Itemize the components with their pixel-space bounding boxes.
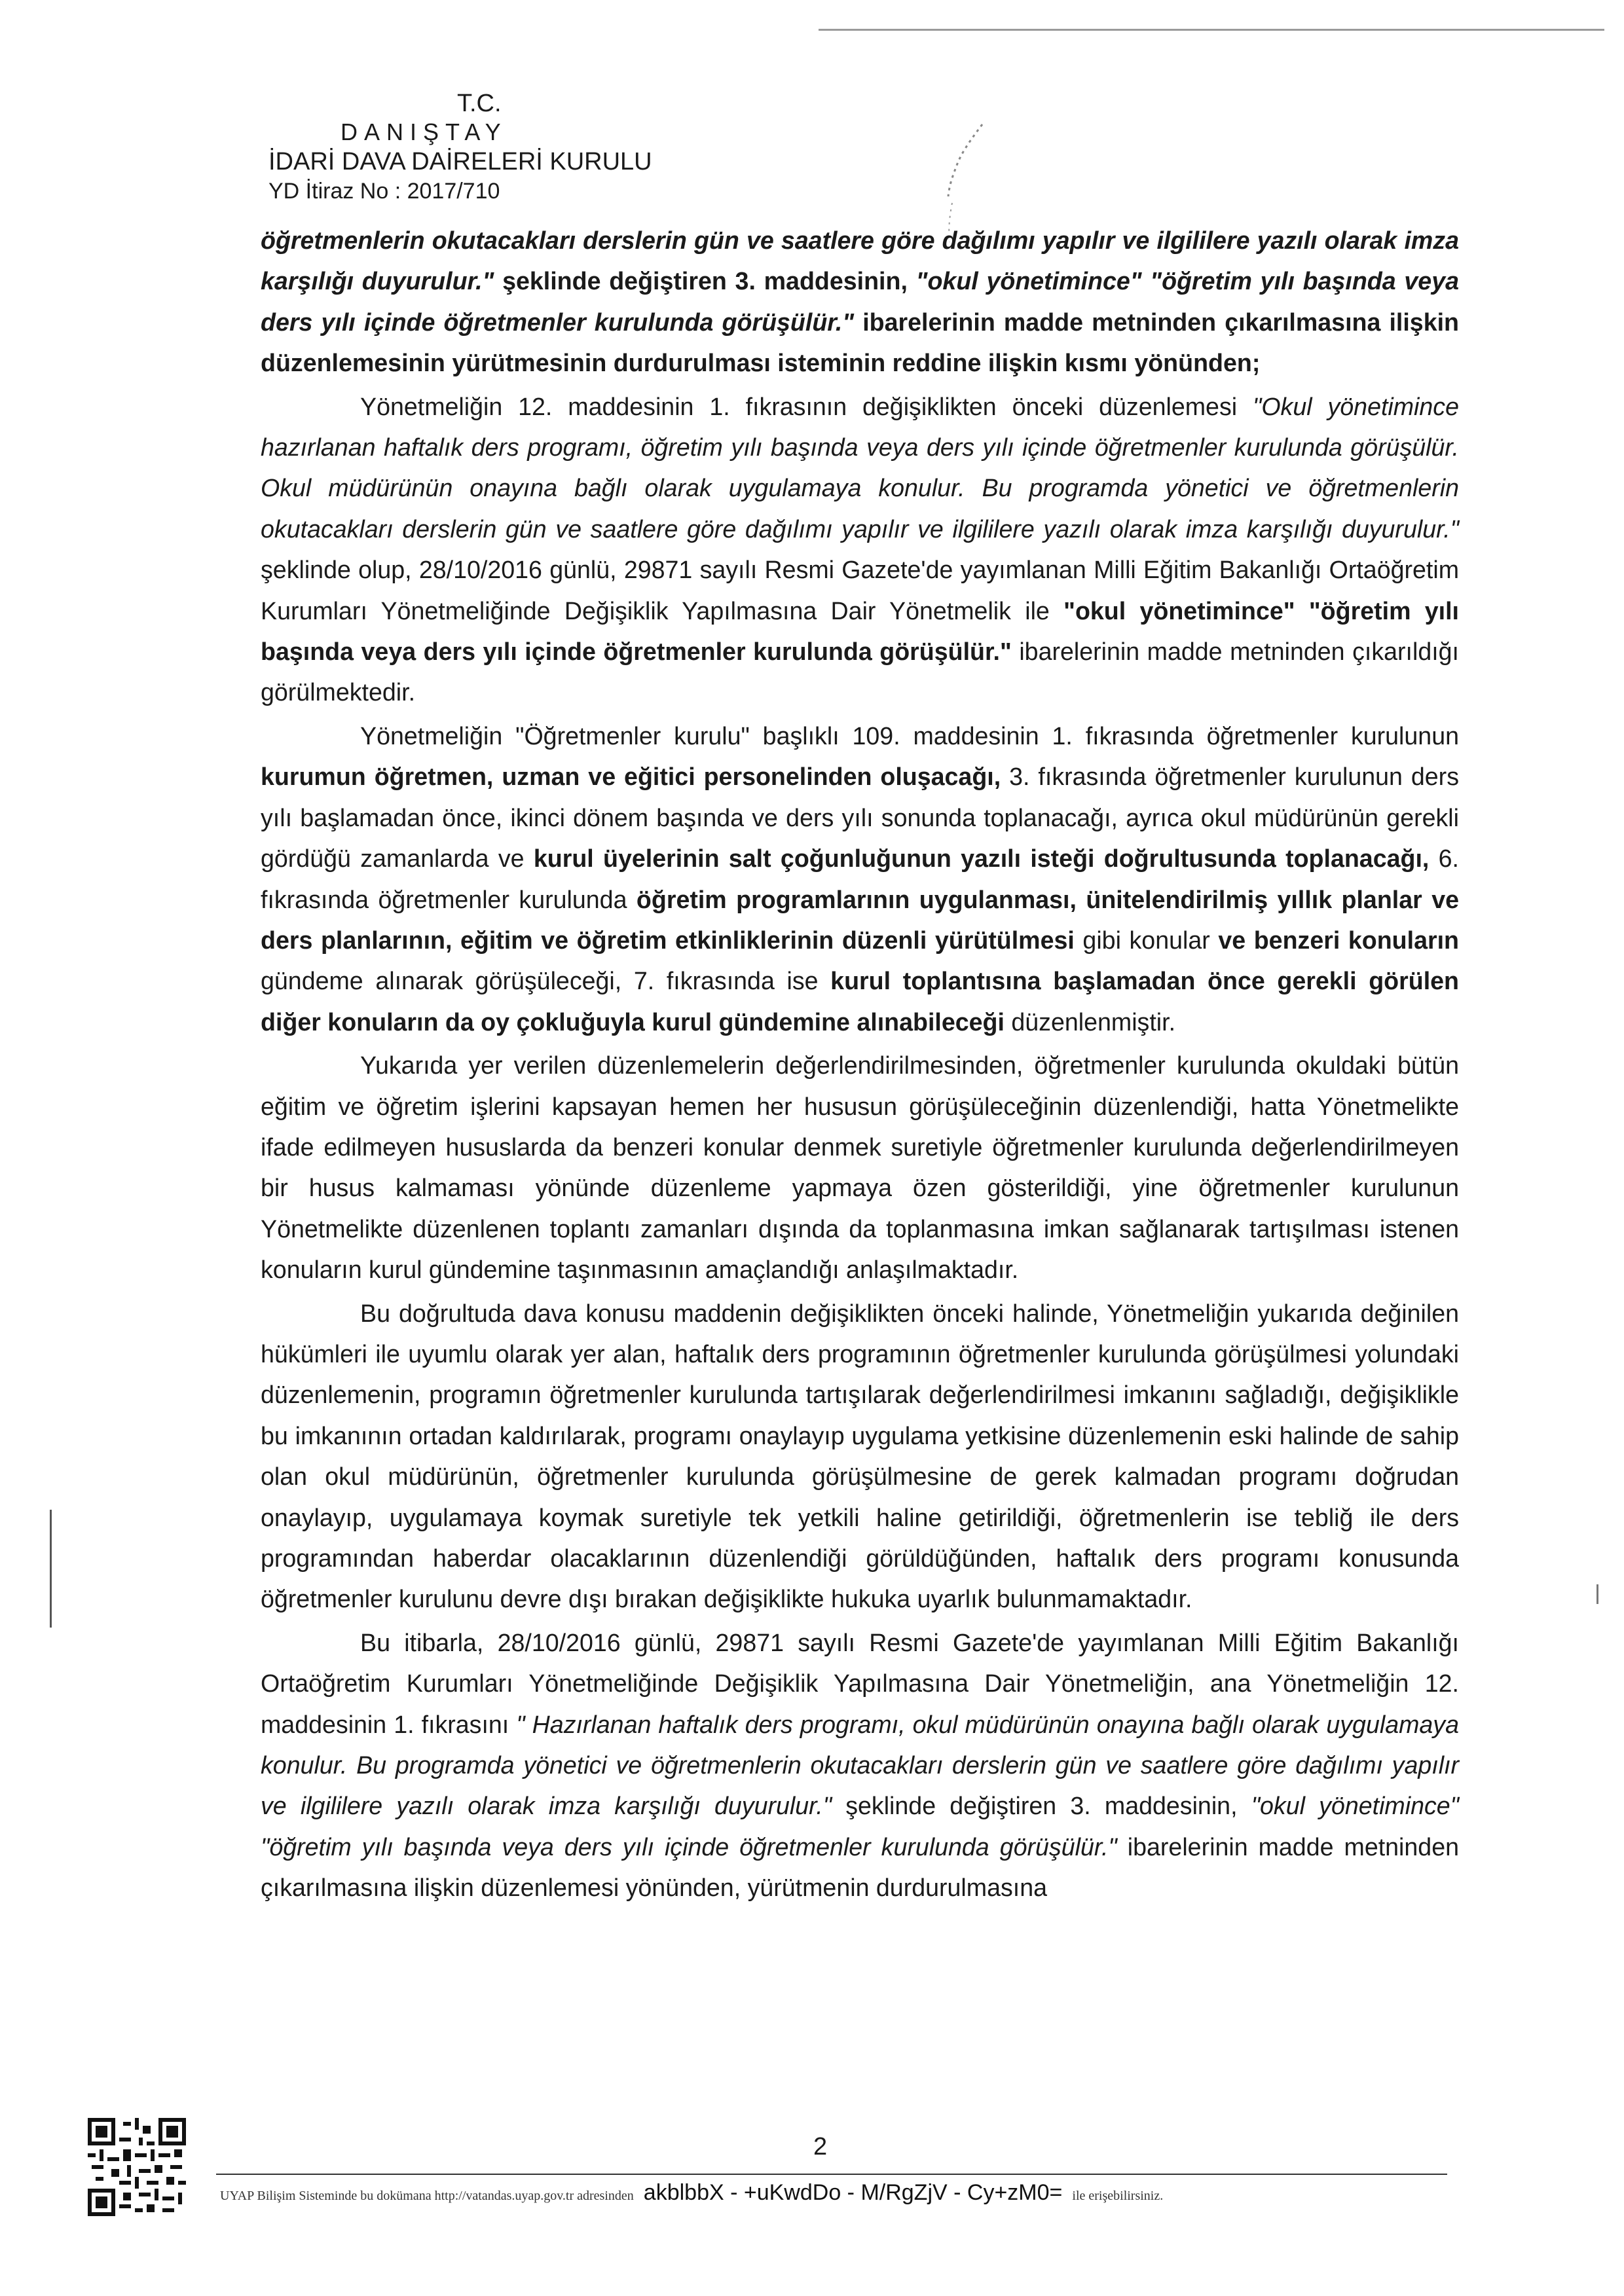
footer-verification xyxy=(220,2180,1451,2206)
paragraph-6 xyxy=(261,1622,1459,1908)
text-segment: "okul yönetimince" "öğretim yılı başında veya ders yılı içinde öğretmenler kurulunda görüşülür." xyxy=(261,1792,1459,1861)
text-segment: öğretmenlerin okutacakları derslerin gün ve saatlere göre dağılımı yapılır ve ilgililere yazılı olarak imza karşılığı duyurulur." xyxy=(261,227,1459,295)
paragraph-5: Bu doğrultuda dava konusu maddenin değişiklikten önceki halinde, Yönetmeliğin yukarıda değinilen hükümleri ile uyumlu olarak yer alan, haftalık ders programının öğretmenler kurulunda görüşülmesi yolundaki düzenlemenin, programın öğretmenler kurulunda tartışılarak değerlendirilmesi imkanını sağladığı, değişiklikle bu imkanının ortadan kaldırılarak, programı onaylayıp uygulama yetkisine düzenlemenin eski halinde de sahip olan okul müdürünün, öğretmenler kurulunda görüşülmesine de gerek kalmadan programı doğrudan onaylayıp, uygulamaya koymak suretiyle tek yetkili haline getirildiği, öğretmenlerin ise tebliğ ile ders programından haberdar olacaklarının düzenlendiği görüldüğünden, haftalık ders programı konusunda öğretmenler kurulunu devre dışı bırakan değişiklikte hukuka uyarlık bulunmamaktadır. xyxy=(261,1299,1459,1613)
text-segment: şeklinde değiştiren 3. maddesinin, xyxy=(494,267,916,295)
text-segment: şeklinde değiştiren 3. maddesinin, xyxy=(832,1792,1251,1820)
qr-code-icon xyxy=(88,2118,186,2216)
header-danistay: DANIŞTAY xyxy=(341,118,507,145)
header-itiraz-no: YD İtiraz No : 2017/710 xyxy=(268,179,500,204)
text-segment: Bu itibarla, 28/10/2016 günlü, 29871 sayılı Resmi Gazete'de yayımlanan Milli Eğitim Bakanlığı Ortaöğretim Kurumları Yönetmeliğinde Değişiklik Yapılmasına Dair Yönetmeliğin, ana Yönetmeliğin 12. maddesinin 1. fıkrasını xyxy=(261,1628,1459,1738)
text-segment: ibarelerinin madde metninden çıkarıldığı görülmektedir. xyxy=(261,638,1459,706)
text-segment: gibi konular xyxy=(1074,926,1219,954)
page-number: 2 xyxy=(813,2133,828,2160)
footer-prefix: UYAP Bilişim Sisteminde bu dokümana http://vatandas.uyap.gov.tr adresinden xyxy=(220,2189,634,2203)
top-rule xyxy=(819,29,1604,31)
text-segment: kurumun öğretmen, uzman ve eğitici personelinden oluşacağı, xyxy=(261,763,1001,791)
footer-access-code: akblbbX - +uKwdDo - M/RgZjV - Cy+zM0= xyxy=(643,2180,1063,2205)
text-segment: şeklinde olup, 28/10/2016 günlü, 29871 sayılı Resmi Gazete'de yayımlanan Milli Eğitim Bakanlığı Ortaöğretim Kurumları Yönetmeliğinde Değişiklik Yapılmasına Dair Yönetmelik ile xyxy=(261,556,1459,625)
header-kurul: İDARİ DAVA DAİRELERİ KURULU xyxy=(268,148,652,175)
text-segment: 3. fıkrasında öğretmenler kurulunun ders yılı başlamadan önce, ikinci dönem başında ve ders yılı sonunda toplanacağı, ayrıca okul müdürünün gerekli gördüğü zamanlarda ve xyxy=(261,763,1459,873)
document-body xyxy=(261,220,1459,1908)
paragraph-3 xyxy=(261,716,1459,1042)
text-segment: kurul toplantısına başlamadan önce gerekli görülen diğer konuların da oy çokluğuyla kurul gündemine alınabileceği xyxy=(261,967,1459,1036)
footer-rule xyxy=(216,2174,1447,2175)
text-segment: 6. fıkrasında öğretmenler kurulunda xyxy=(261,845,1459,913)
text-segment: kurul üyelerinin salt çoğunluğunun yazılı isteği doğrultusunda toplanacağı, xyxy=(533,845,1430,873)
footer-suffix: ile erişebilirsiniz. xyxy=(1072,2189,1164,2203)
text-segment: "Okul yönetimince hazırlanan haftalık ders programı, öğretim yılı başında veya ders yılı içinde öğretmenler kurulunda görüşülür. Okul müdürünün onayına bağlı olarak uygulamaya konulur. Bu programda yönetici ve öğretmenlerin okutacakları derslerin gün ve saatlere göre dağılımı yapılır ve ilgililere yazılı olarak imza karşılığı duyurulur." xyxy=(261,392,1459,543)
text-segment: düzenlenmiştir. xyxy=(1004,1008,1176,1036)
text-segment: Yönetmeliğin 12. maddesinin 1. fıkrasının değişiklikten önceki düzenlemesi xyxy=(360,392,1253,420)
text-segment: " Hazırlanan haftalık ders programı, okul müdürünün onayına bağlı olarak uygulamaya konulur. Bu programda yönetici ve öğretmenlerin okutacakları derslerin gün ve saatlere göre dağılımı yapılır ve ilgililere yazılı olarak imza karşılığı duyurulur." xyxy=(261,1710,1459,1820)
text-segment: ibarelerinin madde metninden çıkarılmasına ilişkin düzenlemesinin yürütmesinin durdurulması isteminin reddine ilişkin kısmı yönünden; xyxy=(261,308,1459,377)
text-segment: öğretim programlarının uygulanması, ünitelendirilmiş yıllık planlar ve ders planlarının, eğitim ve öğretim etkinliklerinin düzenli yürütülmesi xyxy=(261,885,1459,954)
text-segment: ve benzeri konuların xyxy=(1218,926,1459,954)
text-segment: Yönetmeliğin "Öğretmenler kurulu" başlıklı 109. maddesinin 1. fıkrasında öğretmenler kurulunun xyxy=(360,721,1459,750)
text-segment: ibarelerinin madde metninden çıkarılmasına ilişkin düzenlemesi yönünden, yürütmenin durdurulmasına xyxy=(261,1832,1459,1902)
text-segment: "okul yönetimince" "öğretim yılı başında veya ders yılı içinde öğretmenler kurulunda görüşülür." xyxy=(261,267,1459,336)
header-tc: T.C. xyxy=(457,90,502,117)
margin-mark-right xyxy=(1596,1584,1598,1604)
text-segment: gündeme alınarak görüşüleceği, 7. fıkrasında ise xyxy=(261,967,831,995)
text-segment: "okul yönetimince" "öğretim yılı başında veya ders yılı içinde öğretmenler kurulunda görüşülür." xyxy=(261,596,1459,666)
paragraph-1 xyxy=(261,220,1459,384)
paragraph-4: Yukarıda yer verilen düzenlemelerin değerlendirilmesinden, öğretmenler kurulunda okuldaki bütün eğitim ve öğretim işlerini kapsayan hemen her hususun görüşüleceğinin düzenlendiği, hatta Yönetmelikte ifade edilmeyen hususlarda da benzeri konular denmek suretiyle öğretmenler kurulunda değerlendirilmeyen bir husus kalmaması yönünde düzenleme yapmaya özen gösterildiği, yine öğretmenler kurulunun Yönetmelikte düzenlenen toplantı zamanları dışında da toplanmasına imkan sağlanarak tartışılması istenen konuların kurul gündemine taşınmasının amaçlandığı anlaşılmaktadır. xyxy=(261,1051,1459,1284)
paragraph-2 xyxy=(261,386,1459,713)
margin-mark-left xyxy=(50,1510,52,1628)
